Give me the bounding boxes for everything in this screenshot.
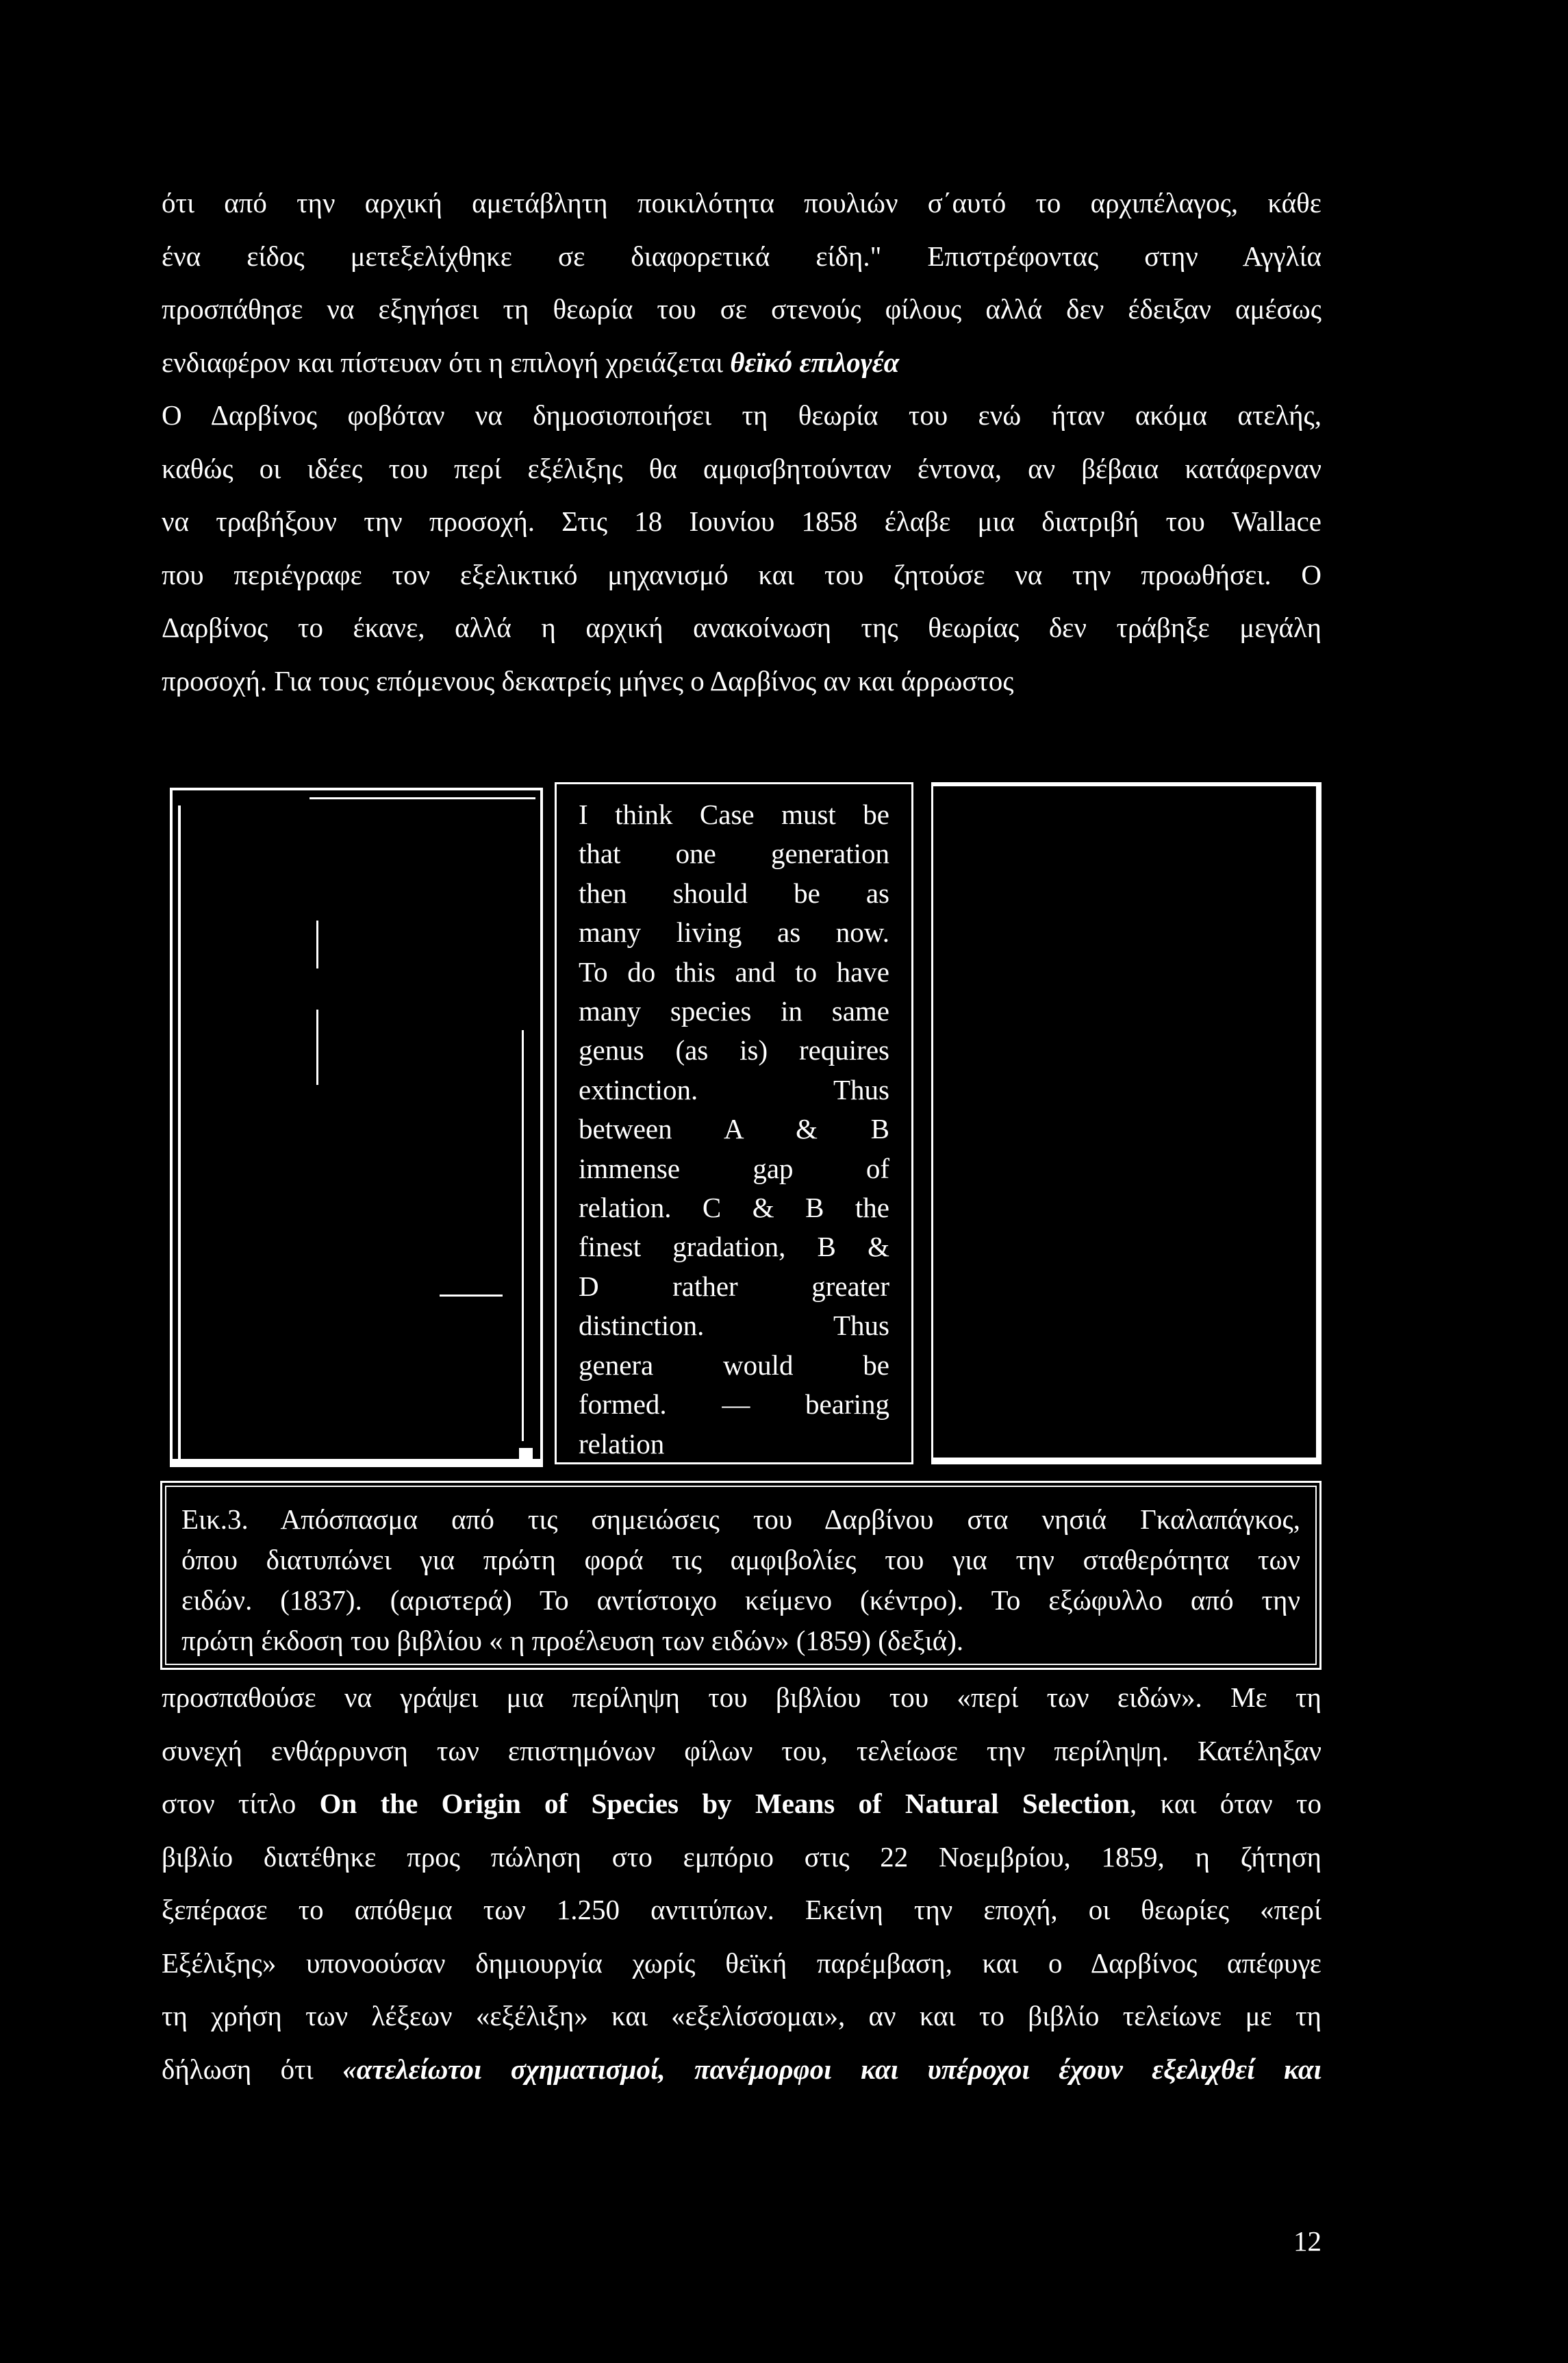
caption-line: ειδών. (1837). (αριστερά) Το αντίστοιχο κείμενο (κέντρο). Το εξώφυλλο από την (181, 1584, 1300, 1616)
transcription-line: To do this and to have (579, 955, 889, 988)
frame-line (316, 921, 318, 968)
frame-line (440, 1295, 503, 1297)
text-line: βιβλίο διατέθηκε προς πώληση στο εμπόριο στις 22 Νοεμβρίου, 1859, η ζήτηση (162, 1840, 1322, 1873)
emphasis-quote: «ατελείωτοι σχηματισμοί, πανέμορφοι και υπέροχοι έχουν εξελιχθεί και (342, 2053, 1322, 2085)
transcription-line: immense gap of (579, 1152, 889, 1184)
transcription-line: genera would be (579, 1349, 889, 1381)
transcription-line: finest gradation, B & (579, 1231, 889, 1263)
text-line: προσπάθησε να εξηγήσει τη θεωρία του σε στενούς φίλους αλλά δεν έδειξαν αμέσως (162, 293, 1322, 325)
transcription-line: between A & B (579, 1113, 889, 1145)
text-line: που περιέγραφε τον εξελικτικό μηχανισμό και του ζητούσε να την προωθήσει. Ο (162, 558, 1322, 590)
figure-caption (160, 1481, 1322, 1670)
caption-inner-frame (165, 1486, 1317, 1665)
figure-notebook-image (170, 788, 543, 1467)
text-line: Ο Δαρβίνος φοβόταν να δημοσιοποιήσει τη θεωρία του ενώ ήταν ακόμα ατελής, (162, 399, 1322, 431)
transcription-line: formed. — bearing (579, 1388, 889, 1421)
text-segment: δήλωση ότι (162, 2053, 314, 2085)
text-line: ότι από την αρχική αμετάβλητη ποικιλότητα πουλιών σ΄αυτό το αρχιπέλαγος, κάθε (162, 187, 1322, 218)
text-line: Δαρβίνος το έκανε, αλλά η αρχική ανακοίνωση της θεωρίας δεν τράβηξε μεγάλη (162, 612, 1322, 643)
transcription-line: genus (as is) requires (579, 1034, 889, 1066)
text-segment: ενδιαφέρον και πίστευαν ότι η επιλογή χρειάζεται (162, 346, 724, 378)
book-title: On the Origin of Species by Means of Natural Selection (319, 1788, 1130, 1819)
emphasis-divine-selector: θεϊκό επιλογέα (730, 346, 900, 378)
caption-line: όπου διατυπώνει για πρώτη φορά τις αμφιβολίες του για την σταθερότητα των (181, 1544, 1300, 1575)
figure-book-cover-image (931, 782, 1322, 1464)
text-line: Εξέλιξης» υπονοούσαν δημιουργία χωρίς θεϊκή παρέμβαση, και ο Δαρβίνος απέφυγε (162, 1947, 1322, 1979)
text-line: ξεπέρασε το απόθεμα των 1.250 αντιτύπων. Εκείνη την εποχή, οι θεωρίες «περί (162, 1894, 1322, 1925)
frame-line (519, 1448, 533, 1460)
frame-line (309, 797, 535, 799)
frame-line (178, 805, 181, 1463)
transcription-line: relation. C & B the (579, 1192, 889, 1224)
body-paragraph-top (162, 177, 1322, 708)
transcription-line: relation (579, 1427, 665, 1460)
body-paragraph-bottom (162, 1671, 1322, 2096)
text-line (162, 336, 1322, 390)
text-segment: , και όταν το (1130, 1788, 1322, 1819)
transcription-line: I think Case must be (579, 799, 889, 830)
transcription-line: distinction. Thus (579, 1310, 889, 1342)
transcription-line: then should be as (579, 877, 889, 909)
frame-line (316, 1010, 318, 1085)
text-line: συνεχή ενθάρρυνση των επιστημόνων φίλων του, τελείωσε την περίληψη. Κατέληξαν (162, 1734, 1322, 1766)
transcription-line: many species in same (579, 995, 889, 1027)
text-line: προσπαθούσε να γράψει μια περίληψη του βιβλίου του «περί των ειδών». Με τη (162, 1681, 1322, 1713)
text-line (162, 2043, 1322, 2097)
caption-line: πρώτη έκδοση του βιβλίου « η προέλευση των ειδών» (1859) (δεξιά). (181, 1625, 964, 1656)
figure-transcription-box (555, 782, 913, 1464)
transcription-line: many living as now. (579, 916, 889, 949)
text-line: τη χρήση των λέξεων «εξέλιξη» και «εξελίσσομαι», αν και το βιβλίο τελείωνε με τη (162, 2000, 1322, 2031)
caption-line: Εικ.3. Απόσπασμα από τις σημειώσεις του Δαρβίνου στα νησιά Γκαλαπάγκος, (181, 1503, 1300, 1535)
text-line: ένα είδος μετεξελίχθηκε σε διαφορετικά είδη." Επιστρέφοντας στην Αγγλία (162, 240, 1322, 272)
frame-line (522, 1030, 524, 1441)
transcription-line: that one generation (579, 838, 889, 870)
text-line: να τραβήξουν την προσοχή. Στις 18 Ιουνίου 1858 έλαβε μια διατριβή του Wallace (162, 505, 1322, 537)
text-segment: στον τίτλο (162, 1788, 296, 1819)
text-line (162, 1777, 1322, 1831)
transcription-line: D rather greater (579, 1270, 889, 1302)
page-number: 12 (1293, 2225, 1322, 2257)
text-line: καθώς οι ιδέες του περί εξέλιξης θα αμφισβητούνταν έντονα, αν βέβαια κατάφερναν (162, 452, 1322, 484)
text-line: προσοχή. Για τους επόμενους δεκατρείς μήνες ο Δαρβίνος αν και άρρωστος (162, 664, 1014, 697)
transcription-line: extinction. Thus (579, 1073, 889, 1105)
